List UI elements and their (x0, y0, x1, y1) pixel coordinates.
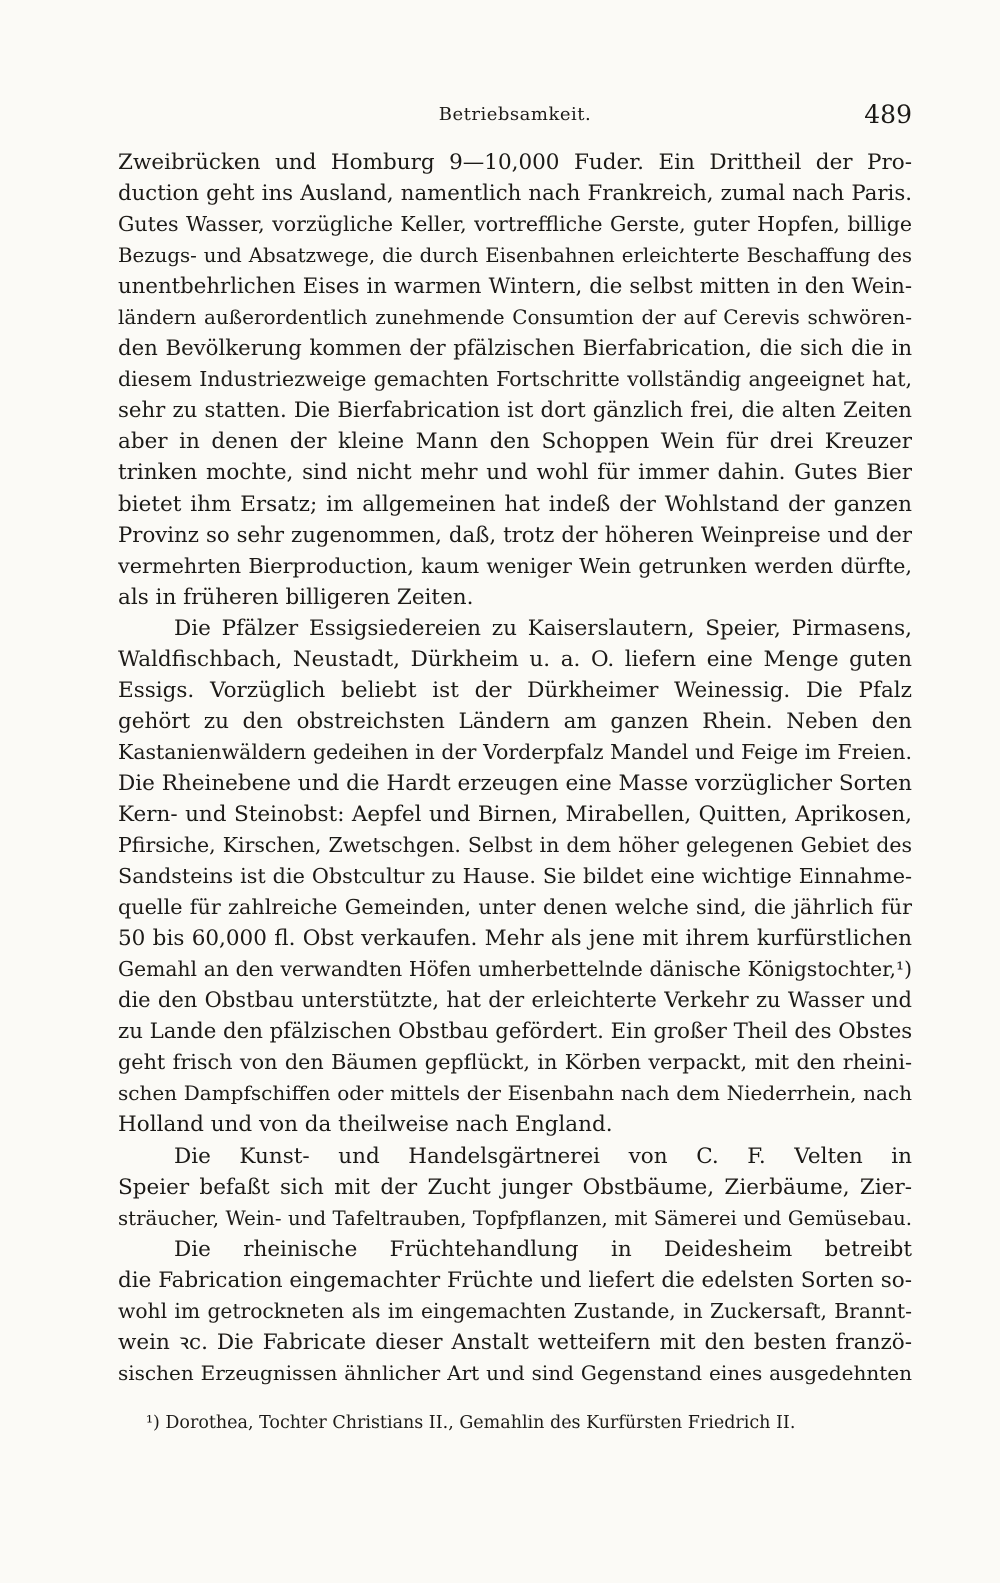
text-line: die den Obstbau unterstützte, hat der erleichterte Verkehr zu Wasser und (118, 988, 912, 1013)
text-line: Gutes Wasser, vorzügliche Keller, vortreffliche Gerste, guter Hopfen, billige (118, 212, 912, 237)
text-line: Speier befaßt sich mit der Zucht junger Obstbäume, Zierbäume, Zier- (118, 1174, 912, 1200)
paragraph-start-line: Die Pfälzer Essigsiedereien zu Kaiserslautern, Speier, Pirmasens, (174, 615, 912, 641)
text-line: geht frisch von den Bäumen gepflückt, in Körben verpackt, mit den rheini- (118, 1050, 912, 1075)
text-line: Essigs. Vorzüglich beliebt ist der Dürkheimer Weinessig. Die Pfalz (118, 677, 912, 703)
text-line: aber in denen der kleine Mann den Schoppen Wein für drei Kreuzer (118, 429, 912, 455)
paragraph-start-line: Die rheinische Früchtehandlung in Deidesheim betreibt (174, 1236, 912, 1262)
text-line: duction geht ins Ausland, namentlich nach Frankreich, zumal nach Paris. (118, 181, 912, 207)
page-header (118, 100, 912, 132)
text-line: Sandsteins ist die Obstcultur zu Hause. Sie bildet eine wichtige Einnahme- (118, 864, 912, 889)
text-line: die Fabrication eingemachter Früchte und liefert die edelsten Sorten so- (118, 1267, 912, 1293)
text-line: vermehrten Bierproduction, kaum weniger Wein getrunken werden dürfte, (118, 553, 912, 578)
text-line: Zweibrücken und Homburg 9—10,000 Fuder. Ein Drittheil der Pro- (118, 150, 912, 175)
text-line: sträucher, Wein- und Tafeltrauben, Topfpflanzen, mit Sämerei und Gemüsebau. (118, 1206, 912, 1230)
text-line: unentbehrlichen Eises in warmen Wintern, die selbst mitten in den Wein- (118, 274, 912, 300)
paragraph-start-line: Die Kunst- und Handelsgärtnerei von C. F. Velten in (174, 1143, 912, 1169)
page-number: 489 (864, 100, 912, 129)
text-line: Gemahl an den verwandten Höfen umherbettelnde dänische Königstochter,¹) (118, 957, 912, 982)
paragraph-end-line: als in früheren billigeren Zeiten. (118, 584, 474, 610)
text-line: sehr zu statten. Die Bierfabrication ist dort gänzlich frei, die alten Zeiten (118, 398, 912, 424)
text-line: Die Rheinebene und die Hardt erzeugen eine Masse vorzüglicher Sorten (118, 770, 912, 796)
text-line: wohl im getrockneten als im eingemachten Zustande, in Zuckersaft, Brannt- (118, 1298, 912, 1323)
footnote: ¹) Dorothea, Tochter Christians II., Gemahlin des Kurfürsten Friedrich II. (146, 1413, 796, 1433)
text-line: diesem Industriezweige gemachten Fortschritte vollständig angeeignet hat, (118, 367, 912, 392)
text-line: schen Dampfschiffen oder mittels der Eisenbahn nach dem Niederrhein, nach (118, 1081, 912, 1106)
paragraph-end-line: Holland und von da theilweise nach England. (118, 1112, 613, 1138)
body-text (118, 147, 912, 1389)
text-line: trinken mochte, sind nicht mehr und wohl für immer dahin. Gutes Bier (118, 460, 912, 486)
text-line: 50 bis 60,000 fl. Obst verkaufen. Mehr als jene mit ihrem kurfürstlichen (118, 926, 912, 952)
text-line: zu Lande den pfälzischen Obstbau gefördert. Ein großer Theil des Obstes (118, 1019, 912, 1045)
text-line: sischen Erzeugnissen ähnlicher Art und sind Gegenstand eines ausgedehnten (118, 1360, 912, 1385)
running-head: Betriebsamkeit. (438, 104, 592, 125)
text-line: Waldfischbach, Neustadt, Dürkheim u. a. O. liefern eine Menge guten (118, 646, 912, 672)
text-line: wein ꝛc. Die Fabricate dieser Anstalt wetteifern mit den besten franzö- (118, 1329, 912, 1355)
text-line: den Bevölkerung kommen der pfälzischen Bierfabrication, die sich die in (118, 336, 912, 362)
text-line: gehört zu den obstreichsten Ländern am ganzen Rhein. Neben den (118, 708, 912, 734)
text-line: bietet ihm Ersatz; im allgemeinen hat indeß der Wohlstand der ganzen (118, 491, 912, 517)
text-line: quelle für zahlreiche Gemeinden, unter denen welche sind, die jährlich für (118, 895, 912, 920)
text-line: Bezugs- und Absatzwege, die durch Eisenbahnen erleichterte Beschaffung des (118, 244, 912, 268)
text-line: Kern- und Steinobst: Aepfel und Birnen, Mirabellen, Quitten, Aprikosen, (118, 801, 912, 827)
text-line: Pfirsiche, Kirschen, Zwetschgen. Selbst in dem höher gelegenen Gebiet des (118, 833, 912, 858)
text-line: Kastanienwäldern gedeihen in der Vorderpfalz Mandel und Feige im Freien. (118, 739, 912, 764)
text-line: Provinz so sehr zugenommen, daß, trotz der höheren Weinpreise und der (118, 522, 912, 548)
text-line: ländern außerordentlich zunehmende Consumtion der auf Cerevis schwören- (118, 305, 912, 330)
